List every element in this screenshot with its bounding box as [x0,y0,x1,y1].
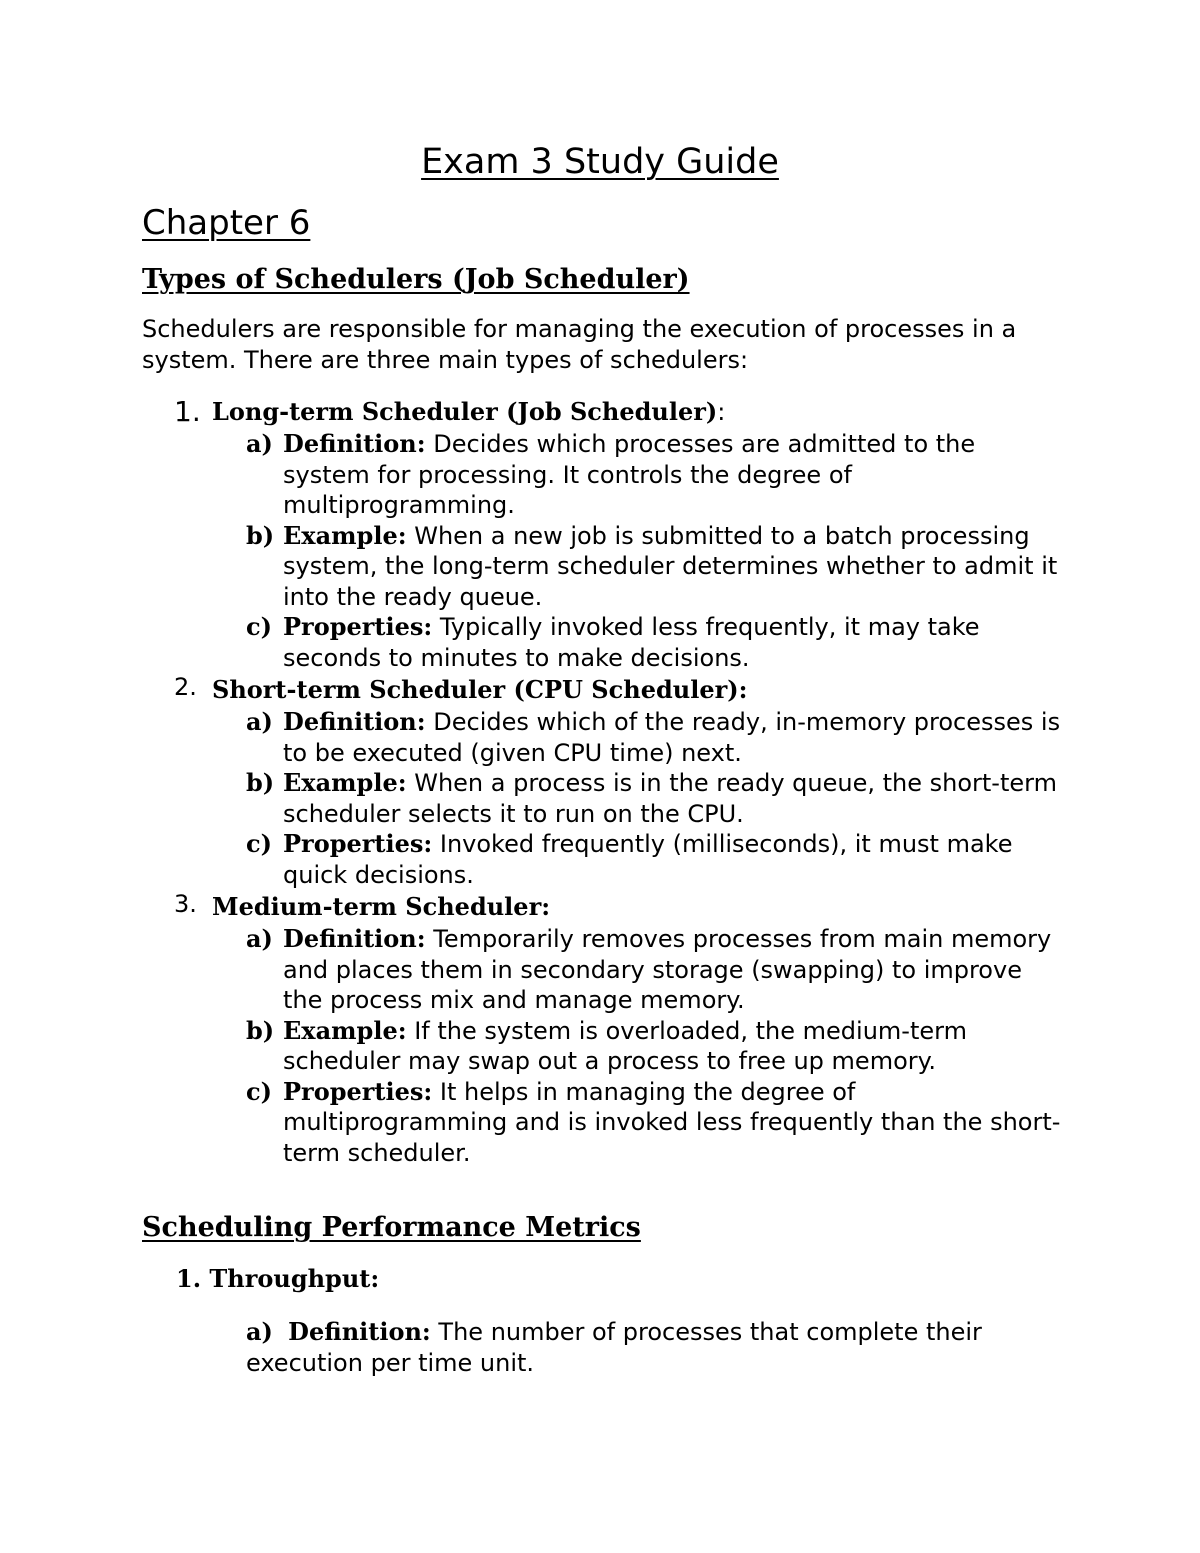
document-title: Exam 3 Study Guide [421,142,779,182]
sub-item-example [0,1016,1063,1077]
list-number: 3. [174,890,197,918]
sub-item-term: Definition: [283,924,426,953]
sub-item-term: Properties: [283,1076,433,1106]
list-number: 2. [174,673,197,701]
list-item-medium-term [0,890,1200,1168]
sub-item-letter: a) [246,429,273,458]
sub-item-term: Properties: [283,829,433,858]
sub-item-text: If the system is overloaded, the medium-term scheduler may swap out a process to free up memory. [283,1016,967,1075]
sub-item-term: Definition: [283,707,426,736]
list-item-short-term [0,673,1200,890]
sub-item-example [0,768,1063,829]
list-item-suffix: : [717,398,726,426]
section-heading-types-of-schedulers: Types of Schedulers (Job Scheduler) [142,264,690,295]
sub-item-text: When a process is in the ready queue, the short-term scheduler selects it to run on the CPU. [283,769,1057,828]
list-number: 1. [174,395,201,428]
list-item-label: Long-term Scheduler (Job Scheduler) [212,397,718,426]
sub-item-definition [0,924,1063,1016]
sub-item-term: Example: [283,1015,407,1045]
list-item-long-term [0,395,1200,673]
sub-item-text: The number of processes that complete their execution per time unit. [246,1318,982,1377]
sub-item-letter: a) [246,1317,273,1346]
sub-item-definition [0,707,1063,768]
sub-item-letter: b) [246,520,275,550]
sub-item-text: Invoked frequently (milliseconds), it must make quick decisions. [283,830,1013,889]
intro-paragraph: Schedulers are responsible for managing the execution of processes in a system. There are three main types of schedulers: [142,315,1017,374]
sub-item-letter: a) [246,707,273,736]
throughput-definition [246,1316,1066,1379]
sub-item-letter: a) [246,924,273,953]
sub-item-term: Properties: [283,612,433,641]
sub-item-text: It helps in managing the degree of multiprogramming and is invoked less frequently than the short-term scheduler. [283,1077,1061,1167]
list-item-label: Medium-term Scheduler: [212,892,551,921]
list-item-label: Short-term Scheduler (CPU Scheduler): [212,675,748,704]
sub-item-term: Example: [283,768,407,797]
sub-item-text: Decides which of the ready, in-memory processes is to be executed (given CPU time) next. [283,708,1061,767]
sub-item-text: When a new job is submitted to a batch processing system, the long-term scheduler determines whether to admit it into the ready queue. [283,521,1058,611]
sub-item-term: Definition: [283,429,426,458]
sub-item-properties [0,829,1063,890]
sub-item-letter: c) [246,612,272,641]
scheduler-list [0,395,1200,1168]
sub-item-text: Decides which processes are admitted to the system for processing. It controls the degree of multiprogramming. [283,430,976,519]
sub-item-letter: c) [246,829,272,858]
sub-item-text: Typically invoked less frequently, it may take seconds to minutes to make decisions. [283,613,980,672]
sub-item-definition [0,429,1063,521]
section-heading-performance-metrics: Scheduling Performance Metrics [142,1212,641,1243]
sub-item-example [0,521,1063,613]
sub-item-letter: b) [246,768,275,797]
sub-item-text: Temporarily removes processes from main memory and places them in secondary storage (swapping) to improve the process mix and manage memory. [283,925,1052,1014]
sub-item-letter: c) [246,1076,272,1106]
sub-item-properties [0,612,1063,673]
sub-item-letter: b) [246,1015,275,1045]
sub-item-term: Example: [283,520,407,550]
chapter-heading: Chapter 6 [142,203,311,243]
sub-item-properties [0,1077,1063,1169]
sub-item-term: Definition: [288,1317,431,1346]
throughput-heading: 1. Throughput: [176,1264,380,1293]
